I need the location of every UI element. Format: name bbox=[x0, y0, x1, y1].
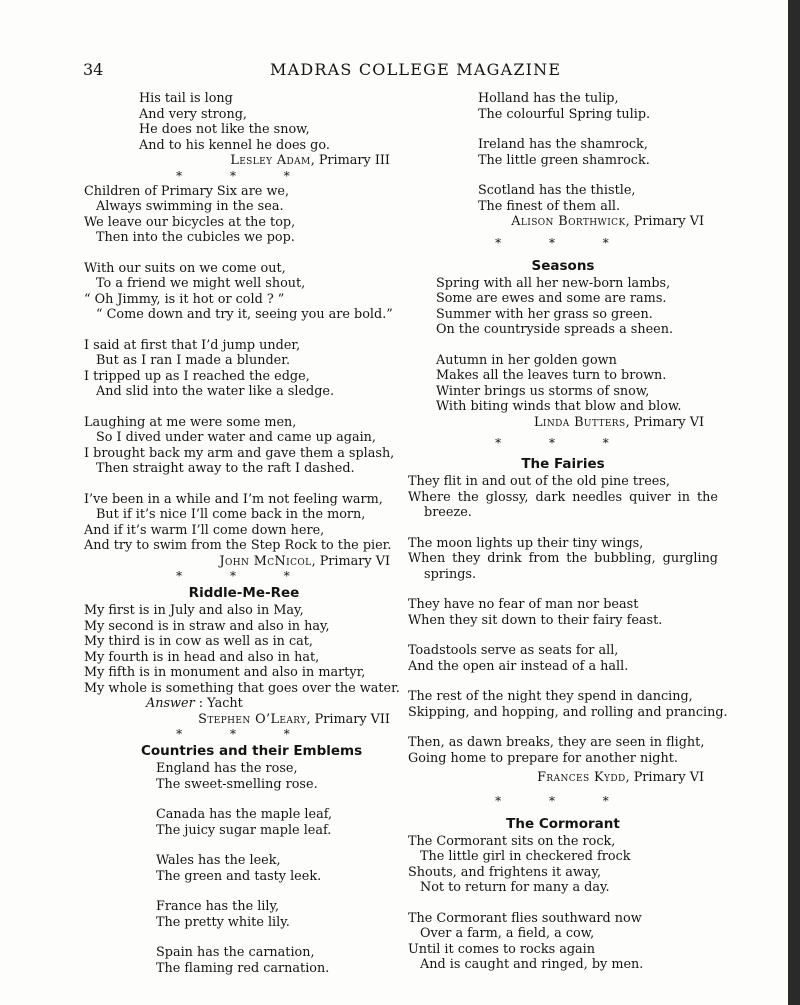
poem-line: The colourful Spring tulip. bbox=[478, 106, 651, 122]
poem-line: “ Oh Jimmy, is it hot or cold ? ” bbox=[84, 291, 285, 307]
poem-line: Spain has the carnation, bbox=[156, 945, 315, 960]
poem-line: My fifth is in monument and also in martyr, bbox=[84, 665, 366, 680]
poem-byline bbox=[408, 214, 718, 230]
byline-author: Linda Butters bbox=[533, 414, 626, 430]
poem-line: With biting winds that blow and blow. bbox=[436, 399, 682, 414]
poem-line: On the countryside spreads a sheen. bbox=[436, 322, 674, 337]
poem-line: To a friend we might well shout, bbox=[96, 276, 306, 291]
poem-byline bbox=[84, 153, 404, 169]
poem-line: The little green shamrock. bbox=[478, 152, 650, 168]
byline-form: , Primary VI bbox=[311, 553, 390, 569]
poem-line: Children of Primary Six are we, bbox=[84, 183, 290, 199]
poem-line: Not to return for many a day. bbox=[420, 880, 610, 895]
poem-byline bbox=[408, 770, 718, 786]
byline-form: , Primary VI bbox=[625, 214, 704, 229]
poem-line: The juicy sugar maple leaf. bbox=[156, 822, 332, 838]
poem-line: Canada has the maple leaf, bbox=[156, 807, 333, 822]
poem-line: Then into the cubicles we pop. bbox=[96, 230, 295, 245]
poem-line: Autumn in her golden gown bbox=[436, 352, 617, 368]
poem-line: Scotland has the thistle, bbox=[478, 183, 636, 198]
poem-line: The moon lights up their tiny wings, bbox=[408, 535, 644, 551]
right-column bbox=[408, 91, 728, 973]
scan-edge bbox=[788, 0, 800, 1005]
poem-line: Always swimming in the sea. bbox=[96, 199, 284, 214]
poem-line: My fourth is in head and also in hat, bbox=[84, 649, 320, 665]
poem-emblems-part1 bbox=[84, 742, 404, 976]
poem-line: When they sit down to their fairy feast. bbox=[408, 612, 663, 628]
poem-byline bbox=[84, 712, 404, 728]
poem-title: The Cormorant bbox=[506, 815, 620, 832]
poem-line: I tripped up as I reached the edge, bbox=[84, 368, 310, 384]
byline-form: , Primary VI bbox=[625, 414, 704, 430]
poem-line: But as I ran I made a blunder. bbox=[96, 353, 291, 368]
poem-line: They have no fear of man nor beast bbox=[408, 597, 639, 612]
poem-title: Riddle-Me-Ree bbox=[188, 585, 300, 601]
poem-line: And to his kennel he does go. bbox=[139, 137, 330, 153]
poem-title: Seasons bbox=[531, 257, 595, 274]
poem-line: When they drink from the bubbling, gurgling springs. bbox=[408, 551, 718, 582]
poem-line: The Cormorant sits on the rock, bbox=[408, 833, 616, 849]
byline-author: Stephen O’Leary bbox=[198, 711, 307, 727]
poem-line: Spring with all her new-born lambs, bbox=[436, 275, 671, 291]
byline-form: , Primary VI bbox=[625, 770, 704, 785]
poem-line: Some are ewes and some are rams. bbox=[436, 291, 667, 306]
poem-line: My second is in straw and also in hay, bbox=[84, 618, 330, 634]
poem-line: “ Come down and try it, seeing you are bold.” bbox=[96, 307, 393, 322]
poem-line: The flaming red carnation. bbox=[156, 960, 330, 976]
poem-riddle bbox=[84, 584, 404, 727]
section-divider: * * * bbox=[495, 436, 631, 450]
poem-line: We leave our bicycles at the top, bbox=[84, 214, 296, 230]
poem-line: England has the rose, bbox=[156, 761, 298, 776]
poem-line: The Cormorant flies southward now bbox=[408, 910, 642, 926]
poem-line: I brought back my arm and gave them a splash, bbox=[84, 445, 395, 461]
poem-line: They flit in and out of the old pine trees, bbox=[408, 474, 670, 489]
poem-line: My third is in cow as well as in cat, bbox=[84, 634, 313, 649]
poem-line: Shouts, and frightens it away, bbox=[408, 864, 602, 880]
poem-line: I said at first that I’d jump under, bbox=[84, 337, 301, 353]
byline-form: , Primary III bbox=[310, 153, 390, 168]
byline-author: Alison Borthwick bbox=[511, 214, 626, 229]
poem-title: Countries and their Emblems bbox=[141, 743, 363, 759]
poem-line: And very strong, bbox=[139, 106, 247, 122]
answer-text: : Yacht bbox=[194, 696, 243, 711]
byline-author: Lesley Adam bbox=[230, 153, 311, 168]
section-divider: * * * bbox=[176, 727, 312, 741]
byline-author: Frances Kydd bbox=[537, 770, 626, 785]
poem-dog bbox=[84, 91, 404, 169]
poem-title: The Fairies bbox=[521, 456, 605, 472]
poem-line: Ireland has the shamrock, bbox=[478, 137, 648, 152]
poem-line: Then, as dawn breaks, they are seen in flight, bbox=[408, 735, 705, 750]
poem-line: Wales has the leek, bbox=[156, 853, 281, 868]
page-number: 34 bbox=[83, 60, 104, 79]
answer-label: Answer bbox=[146, 696, 195, 711]
poem-line: And the open air instead of a hall. bbox=[408, 658, 629, 674]
poem-line: My whole is something that goes over the water. bbox=[84, 680, 400, 696]
section-divider: * * * bbox=[176, 168, 312, 183]
poem-line: So I dived under water and came up again, bbox=[96, 430, 376, 445]
poem-line: Where the glossy, dark needles quiver in the breeze. bbox=[408, 489, 718, 520]
poem-line: The pretty white lily. bbox=[156, 914, 290, 930]
poem-line: The green and tasty leek. bbox=[156, 868, 322, 884]
poem-line: Makes all the leaves turn to brown. bbox=[436, 368, 667, 383]
poem-line: I’ve been in a while and I’m not feeling warm, bbox=[84, 491, 383, 507]
poem-line: Until it comes to rocks again bbox=[408, 941, 596, 957]
poem-line: The rest of the night they spend in dancing, bbox=[408, 689, 693, 704]
poem-line: Toadstools serve as seats for all, bbox=[408, 643, 619, 658]
section-divider: * * * bbox=[176, 569, 312, 583]
poem-line: Winter brings us storms of snow, bbox=[436, 383, 650, 399]
poem-fairies bbox=[408, 455, 728, 786]
poem-line: And is caught and ringed, by men. bbox=[420, 957, 644, 972]
poem-line: And if it’s warm I’ll come down here, bbox=[84, 522, 325, 538]
byline-form: , Primary VII bbox=[306, 711, 390, 727]
poem-line: And try to swim from the Step Rock to the pier. bbox=[84, 538, 392, 553]
poem-line: Skipping, and hopping, and rolling and prancing. bbox=[408, 704, 728, 720]
byline-author: John McNicol bbox=[219, 553, 312, 569]
poem-line: Then straight away to the raft I dashed. bbox=[96, 461, 355, 476]
poem-line: Over a farm, a field, a cow, bbox=[420, 926, 595, 941]
poem-line: Summer with her grass so green. bbox=[436, 306, 653, 322]
poem-line: Holland has the tulip, bbox=[478, 91, 619, 106]
left-column bbox=[84, 91, 404, 976]
poem-line: My first is in July and also in May, bbox=[84, 603, 304, 618]
poem-line: The finest of them all. bbox=[478, 198, 621, 214]
poem-cormorant bbox=[408, 815, 718, 973]
poem-line: But if it’s nice I’ll come back in the morn, bbox=[96, 507, 366, 522]
poem-line: Going home to prepare for another night. bbox=[408, 750, 678, 766]
section-divider: * * * bbox=[495, 235, 631, 250]
poem-seasons bbox=[408, 257, 718, 431]
poem-swimming bbox=[84, 184, 404, 570]
poem-byline bbox=[408, 415, 718, 431]
poem-line: He does not like the snow, bbox=[139, 122, 310, 137]
section-divider: * * * bbox=[495, 793, 631, 808]
riddle-answer bbox=[84, 696, 404, 712]
poem-line: The sweet-smelling rose. bbox=[156, 776, 318, 792]
poem-emblems-part2 bbox=[408, 91, 718, 230]
poem-line: France has the lily, bbox=[156, 899, 280, 914]
poem-line: And slid into the water like a sledge. bbox=[96, 384, 335, 399]
poem-line: Laughing at me were some men, bbox=[84, 414, 297, 430]
poem-byline bbox=[84, 554, 404, 570]
poem-line: His tail is long bbox=[139, 91, 233, 106]
page-header bbox=[0, 60, 800, 82]
poem-line: With our suits on we come out, bbox=[84, 260, 286, 276]
running-title: MADRAS COLLEGE MAGAZINE bbox=[270, 60, 562, 79]
poem-line: The little girl in checkered frock bbox=[420, 849, 631, 864]
